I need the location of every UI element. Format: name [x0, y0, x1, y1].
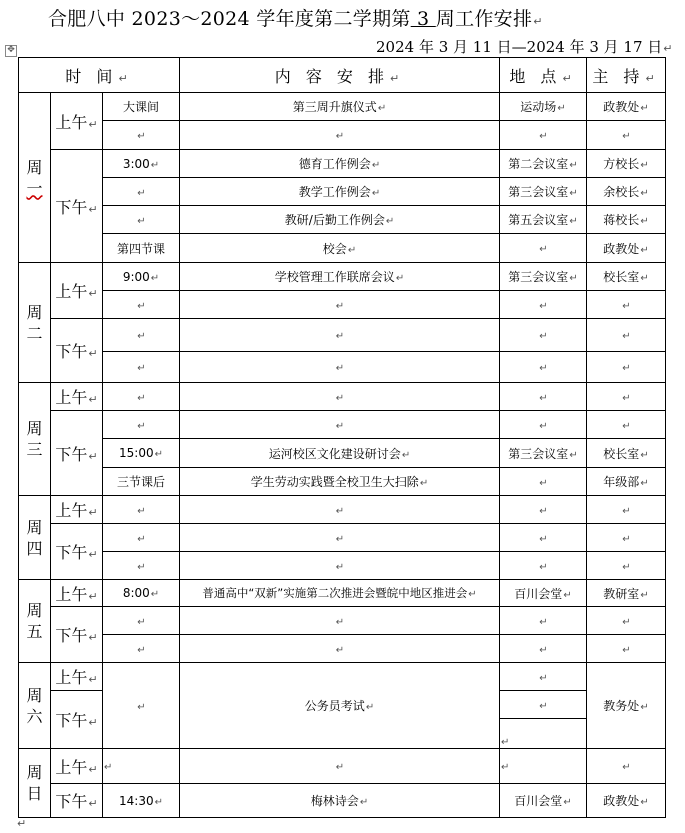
period-am: 上午↵: [51, 496, 103, 524]
time-cell: ↵: [103, 496, 180, 524]
content-cell: 教研/后勤工作例会↵: [180, 206, 500, 234]
time-cell: ↵: [103, 352, 180, 383]
table-header-row: [19, 58, 666, 93]
content-cell: 学校管理工作联席会议↵: [180, 263, 500, 291]
time-cell: ↵: [103, 291, 180, 319]
day-monday: 周 一: [19, 93, 51, 263]
place-cell: 百川会堂↵: [500, 784, 587, 818]
time-cell: ↵: [103, 411, 180, 439]
paragraph-mark-icon: ↵: [663, 42, 673, 55]
host-cell: ↵: [587, 749, 666, 784]
day-thursday: 周 四: [19, 496, 51, 580]
time-cell: 15:00↵: [103, 439, 180, 468]
host-cell: 政教处↵: [587, 784, 666, 818]
place-cell: ↵: [500, 607, 587, 635]
table-row: [19, 291, 666, 319]
table-row: [19, 607, 666, 635]
place-cell: 第二会议室↵: [500, 150, 587, 178]
table-row: [19, 234, 666, 263]
period-am: 上午↵: [51, 263, 103, 319]
content-cell: 校会↵: [180, 234, 500, 263]
period-pm: 下午↵: [51, 691, 103, 749]
place-cell: 第三会议室↵: [500, 439, 587, 468]
host-cell: 政教处↵: [587, 234, 666, 263]
period-pm: 下午↵: [51, 607, 103, 663]
content-cell: ↵: [180, 524, 500, 552]
time-cell: 三节课后: [103, 468, 180, 496]
place-cell: ↵: [500, 291, 587, 319]
place-cell: ↵: [500, 496, 587, 524]
host-cell: ↵: [587, 635, 666, 663]
content-cell: 第三周升旗仪式↵: [180, 93, 500, 121]
host-cell: ↵: [587, 524, 666, 552]
day-sunday: 周 日: [19, 749, 51, 818]
content-cell: ↵: [180, 749, 500, 784]
time-cell: ↵: [103, 319, 180, 352]
schedule-table: [18, 57, 666, 818]
table-move-handle-icon[interactable]: ✥: [5, 45, 17, 57]
host-cell: 余校长↵: [587, 178, 666, 206]
content-cell: 学生劳动实践暨全校卫生大扫除↵: [180, 468, 500, 496]
table-row: [19, 580, 666, 607]
content-cell: ↵: [180, 319, 500, 352]
place-cell: ↵: [500, 552, 587, 580]
time-cell: ↵: [103, 663, 180, 749]
table-row: [19, 749, 666, 784]
schedule-table-wrapper: [18, 57, 666, 818]
place-cell: ↵: [500, 635, 587, 663]
period-am: 上午↵: [51, 383, 103, 411]
host-cell: ↵: [587, 352, 666, 383]
place-cell: ↵: [500, 121, 587, 150]
host-cell: ↵: [587, 121, 666, 150]
table-row: [19, 663, 666, 691]
time-cell: ↵: [103, 383, 180, 411]
host-cell: 蒋校长↵: [587, 206, 666, 234]
header-time: 时 间↵: [19, 58, 180, 93]
table-row: [19, 352, 666, 383]
host-cell: ↵: [587, 552, 666, 580]
content-cell: ↵: [180, 383, 500, 411]
host-cell: 教研室↵: [587, 580, 666, 607]
time-cell: 8:00↵: [103, 580, 180, 607]
table-row: [19, 121, 666, 150]
place-cell: 第三会议室↵: [500, 263, 587, 291]
table-row: [19, 468, 666, 496]
host-cell: 校长室↵: [587, 263, 666, 291]
content-cell: ↵: [180, 635, 500, 663]
host-cell: 教务处↵: [587, 663, 666, 749]
table-row: [19, 178, 666, 206]
table-row: [19, 496, 666, 524]
table-row: [19, 93, 666, 121]
place-cell: ↵: [500, 352, 587, 383]
place-cell: ↵: [500, 663, 587, 691]
time-cell: ↵: [103, 524, 180, 552]
time-cell: ↵: [103, 178, 180, 206]
table-row: [19, 524, 666, 552]
page-title: [48, 4, 543, 31]
place-cell: ↵: [500, 411, 587, 439]
time-cell: 14:30↵: [103, 784, 180, 818]
time-cell: ↵: [103, 552, 180, 580]
host-cell: ↵: [587, 383, 666, 411]
host-cell: 年级部↵: [587, 468, 666, 496]
header-place: 地 点↵: [500, 58, 587, 93]
paragraph-mark-icon: ↵: [533, 15, 543, 28]
content-cell: 普通高中“双新”实施第二次推进会暨皖中地区推进会↵: [180, 580, 500, 607]
paragraph-mark-icon: ↵: [17, 817, 27, 830]
host-cell: ↵: [587, 291, 666, 319]
table-row: [19, 319, 666, 352]
table-row: [19, 206, 666, 234]
content-cell: 梅林诗会↵: [180, 784, 500, 818]
content-cell: ↵: [180, 291, 500, 319]
host-cell: ↵: [587, 607, 666, 635]
content-cell: ↵: [180, 352, 500, 383]
content-cell: 教学工作例会↵: [180, 178, 500, 206]
content-cell: 德育工作例会↵: [180, 150, 500, 178]
table-row: [19, 411, 666, 439]
day-tuesday: 周 二: [19, 263, 51, 383]
time-cell: ↵: [103, 607, 180, 635]
period-am: 上午↵: [51, 749, 103, 784]
table-row: [19, 263, 666, 291]
time-cell: 大课间: [103, 93, 180, 121]
place-cell: ↵: [500, 524, 587, 552]
place-cell: ↵: [500, 234, 587, 263]
title-suffix: 周工作安排: [435, 8, 533, 30]
host-cell: ↵: [587, 496, 666, 524]
place-cell: 第五会议室↵: [500, 206, 587, 234]
table-row: [19, 150, 666, 178]
table-row: [19, 552, 666, 580]
day-wednesday: 周 三: [19, 383, 51, 496]
table-row: [19, 383, 666, 411]
time-cell: ↵: [103, 121, 180, 150]
content-cell: ↵: [180, 552, 500, 580]
period-am: 上午↵: [51, 93, 103, 150]
day-friday: 周 五: [19, 580, 51, 663]
time-cell: 9:00↵: [103, 263, 180, 291]
place-cell: ↵: [500, 383, 587, 411]
time-cell: ↵: [103, 749, 180, 784]
host-cell: 方校长↵: [587, 150, 666, 178]
header-host: 主 持↵: [587, 58, 666, 93]
period-am: 上午↵: [51, 580, 103, 607]
place-cell: 运动场↵: [500, 93, 587, 121]
period-pm: 下午↵: [51, 524, 103, 580]
time-cell: ↵: [103, 635, 180, 663]
title-prefix: 合肥八中 2023～2024 学年度第二学期第: [48, 8, 411, 30]
period-pm: 下午↵: [51, 319, 103, 383]
time-cell: ↵: [103, 206, 180, 234]
date-range: 2024 年 3 月 11 日—2024 年 3 月 17 日↵: [376, 38, 673, 56]
period-pm: 下午↵: [51, 784, 103, 818]
place-cell: ↵: [500, 719, 587, 749]
host-cell: ↵: [587, 411, 666, 439]
host-cell: 政教处↵: [587, 93, 666, 121]
time-cell: 3:00↵: [103, 150, 180, 178]
host-cell: 校长室↵: [587, 439, 666, 468]
period-am: 上午↵: [51, 663, 103, 691]
period-pm: 下午↵: [51, 150, 103, 263]
host-cell: ↵: [587, 319, 666, 352]
place-cell: 第三会议室↵: [500, 178, 587, 206]
place-cell: 百川会堂↵: [500, 580, 587, 607]
content-cell: 公务员考试↵: [180, 663, 500, 749]
time-cell: 第四节课: [103, 234, 180, 263]
place-cell: ↵: [500, 468, 587, 496]
period-pm: 下午↵: [51, 411, 103, 496]
title-week-number: 3: [410, 8, 436, 30]
header-content: 内 容 安 排↵: [180, 58, 500, 93]
day-saturday: 周 六: [19, 663, 51, 749]
content-cell: ↵: [180, 607, 500, 635]
content-cell: ↵: [180, 411, 500, 439]
content-cell: ↵: [180, 496, 500, 524]
content-cell: ↵: [180, 121, 500, 150]
table-row: [19, 635, 666, 663]
place-cell: ↵: [500, 749, 587, 784]
place-cell: ↵: [500, 691, 587, 719]
table-row: [19, 439, 666, 468]
content-cell: 运河校区文化建设研讨会↵: [180, 439, 500, 468]
table-row: [19, 784, 666, 818]
place-cell: ↵: [500, 319, 587, 352]
